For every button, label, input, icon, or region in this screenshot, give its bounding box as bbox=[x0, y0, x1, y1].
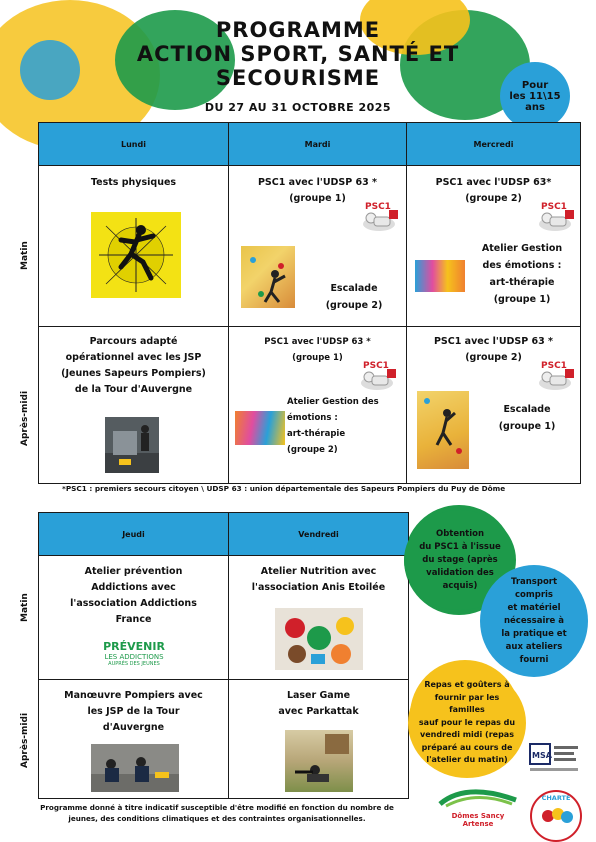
footer-disclaimer bbox=[22, 802, 412, 824]
title-line-3: SECOURISME bbox=[215, 66, 381, 90]
art-therapy-image bbox=[415, 260, 465, 292]
psc-footnote: *PSC1 : premiers secours citoyen \ UDSP 63 : union départementale des Sapeurs Pompiers du Puy de Dôme bbox=[62, 484, 506, 493]
laser-game-image bbox=[285, 730, 353, 792]
manoeuvre-line-3: d'Auvergne bbox=[102, 722, 165, 733]
transport-line-3: et matériel bbox=[507, 602, 561, 613]
psc1-label: PSC1 bbox=[363, 361, 389, 371]
transport-line-4: nécessaire à bbox=[503, 615, 565, 626]
meals-line-5: vendredi midi (repas bbox=[420, 730, 514, 740]
athlete-chart-image bbox=[91, 212, 181, 298]
activity-gestion-2: des émotions : bbox=[482, 260, 562, 271]
prevenir-logo bbox=[99, 640, 169, 667]
psc1-label: PSC1 bbox=[541, 361, 567, 371]
psc1-label: PSC1 bbox=[541, 202, 567, 212]
day-header-jeudi: Jeudi bbox=[39, 513, 229, 556]
activity-tests: Tests physiques bbox=[90, 177, 177, 188]
cell-mercredi-apresmidi bbox=[407, 327, 581, 484]
dsa-logo bbox=[436, 786, 520, 826]
gestion-line-2: émotions : bbox=[287, 413, 338, 423]
transport-line-1: Transport bbox=[510, 576, 558, 587]
addictions-line-1: Atelier prévention bbox=[84, 566, 183, 577]
parcours-line-4: de la Tour d'Auvergne bbox=[74, 384, 193, 395]
manoeuvre-line-2: les JSP de la Tour bbox=[87, 706, 180, 717]
audience-badge bbox=[500, 62, 570, 130]
date-range: DU 27 AU 31 OCTOBRE 2025 bbox=[204, 101, 392, 114]
activity-gestion-1: Atelier Gestion bbox=[481, 243, 563, 254]
row-label-matin-1: Matin bbox=[20, 241, 30, 270]
meals-line-7: l'atelier du matin) bbox=[426, 755, 508, 765]
week2-table bbox=[38, 512, 409, 799]
climbing-wall-image bbox=[417, 391, 469, 469]
transport-line-6: aux ateliers bbox=[505, 641, 563, 652]
transport-line-5: la pratique et bbox=[501, 628, 567, 639]
psc-mercredi-matin: PSC1 avec l'UDSP 63* bbox=[435, 177, 552, 188]
gestion-line-3: art-thérapie bbox=[287, 429, 346, 439]
cell-jeudi-apresmidi bbox=[39, 680, 229, 799]
meals-line-2: fournir par les bbox=[434, 692, 500, 702]
group-mardi-apresmidi: (groupe 1) bbox=[292, 353, 343, 363]
day-header-lundi: Lundi bbox=[39, 123, 229, 166]
group-mardi-matin: (groupe 1) bbox=[289, 193, 346, 204]
footer-line-2: jeunes, des conditions climatiques et des contraintes organisationnelles. bbox=[68, 814, 366, 823]
cell-mercredi-matin bbox=[407, 166, 581, 327]
transport-line-2: compris bbox=[515, 589, 553, 600]
transport-bubble bbox=[480, 565, 588, 677]
psc-bubble-line-5: acquis) bbox=[442, 580, 478, 591]
activity-escalade-group-1: (groupe 1) bbox=[498, 421, 556, 432]
psc-bubble-line-1: Obtention bbox=[435, 528, 485, 539]
gestion-line-1: Atelier Gestion des bbox=[287, 397, 379, 407]
prevenir-logo-line-2: LES ADDICTIONS bbox=[104, 653, 164, 661]
nutrition-food-image bbox=[275, 608, 363, 670]
activity-gestion-3: art-thérapie bbox=[489, 277, 555, 288]
title-line-2: ACTION SPORT, SANTÉ ET bbox=[136, 42, 460, 66]
row-label-apresmidi-1: Après-midi bbox=[20, 390, 30, 446]
psc-mardi-apresmidi: PSC1 avec l'UDSP 63 * bbox=[264, 337, 371, 347]
psc1-badge-icon bbox=[533, 361, 575, 393]
meals-line-1: Repas et goûters à bbox=[424, 680, 510, 690]
laser-line-2: avec Parkattak bbox=[278, 706, 359, 717]
cell-vendredi-apresmidi bbox=[229, 680, 409, 799]
laser-line-1: Laser Game bbox=[286, 690, 351, 701]
prevenir-logo-line-3: AUPRÈS DES JEUNES bbox=[108, 661, 160, 667]
psc1-badge-icon bbox=[533, 202, 575, 234]
meals-line-4: sauf pour le repas du bbox=[418, 717, 516, 727]
day-header-vendredi: Vendredi bbox=[229, 513, 409, 556]
msa-logo bbox=[528, 742, 580, 776]
dsa-logo-text: Dômes Sancy Artense bbox=[451, 812, 505, 828]
addictions-line-4: France bbox=[115, 614, 152, 625]
group-mercredi-apresmidi: (groupe 2) bbox=[465, 352, 522, 363]
psc-mardi-matin: PSC1 avec l'UDSP 63 * bbox=[257, 177, 378, 188]
nutrition-line-1: Atelier Nutrition avec bbox=[260, 566, 377, 577]
climbing-wall-image bbox=[241, 246, 295, 308]
activity-escalade-mardi: Escalade bbox=[330, 283, 378, 294]
addictions-line-2: Addictions avec bbox=[91, 582, 176, 593]
activity-escalade-group: (groupe 2) bbox=[325, 300, 383, 311]
cell-mardi-matin bbox=[229, 166, 407, 327]
msa-logo-text: MSA bbox=[532, 751, 552, 760]
art-therapy-image bbox=[235, 411, 285, 445]
meals-bubble bbox=[408, 668, 526, 778]
title-line-1: PROGRAMME bbox=[215, 18, 381, 42]
row-label-apresmidi-2: Après-midi bbox=[20, 712, 30, 768]
prevenir-logo-line-1: PRÉVENIR bbox=[103, 640, 165, 653]
psc-mercredi-apresmidi: PSC1 avec l'UDSP 63 * bbox=[433, 336, 554, 347]
audience-line-1: Pour bbox=[521, 79, 549, 91]
nutrition-line-2: l'association Anis Etoilée bbox=[251, 582, 386, 593]
activity-gestion-4: (groupe 1) bbox=[493, 294, 551, 305]
footer-line-1: Programme donné à titre indicatif susceptible d'être modifié en fonction du nombre de bbox=[40, 803, 394, 812]
activity-escalade-mercredi: Escalade bbox=[503, 404, 551, 415]
manoeuvre-line-1: Manœuvre Pompiers avec bbox=[64, 690, 203, 701]
charte-logo-text: CHARTE bbox=[541, 794, 571, 802]
blue-splash-left bbox=[20, 40, 80, 100]
cell-vendredi-matin bbox=[229, 556, 409, 680]
firefighter-training-image bbox=[105, 417, 159, 473]
meals-line-6: préparé au cours de bbox=[421, 742, 513, 752]
row-label-matin-2: Matin bbox=[20, 593, 30, 622]
addictions-line-3: l'association Addictions bbox=[70, 598, 197, 609]
gestion-line-4: (groupe 2) bbox=[287, 445, 338, 455]
week1-table bbox=[38, 122, 581, 484]
psc1-badge-icon bbox=[357, 202, 399, 234]
psc-bubble-line-3: du stage (après bbox=[422, 554, 498, 565]
meals-line-3: familles bbox=[449, 705, 485, 715]
psc1-label: PSC1 bbox=[365, 202, 391, 212]
audience-line-2: les 11\15 ans bbox=[509, 90, 561, 113]
firefighters-drill-image bbox=[91, 744, 179, 792]
cell-lundi-apresmidi bbox=[39, 327, 229, 484]
cell-jeudi-matin bbox=[39, 556, 229, 680]
day-header-mardi: Mardi bbox=[229, 123, 407, 166]
transport-line-7: fourni bbox=[519, 654, 549, 665]
charte-logo bbox=[530, 790, 582, 842]
day-header-mercredi: Mercredi bbox=[407, 123, 581, 166]
cell-mardi-apresmidi bbox=[229, 327, 407, 484]
psc-bubble-line-4: validation des bbox=[426, 567, 494, 578]
psc-bubble-line-2: du PSC1 à l'issue bbox=[419, 541, 501, 552]
group-mercredi-matin: (groupe 2) bbox=[465, 193, 522, 204]
cell-lundi-matin bbox=[39, 166, 229, 327]
parcours-line-1: Parcours adapté bbox=[89, 336, 178, 347]
parcours-line-2: opérationnel avec les JSP bbox=[65, 352, 202, 363]
parcours-line-3: (Jeunes Sapeurs Pompiers) bbox=[61, 368, 206, 379]
psc1-badge-icon bbox=[355, 361, 397, 393]
